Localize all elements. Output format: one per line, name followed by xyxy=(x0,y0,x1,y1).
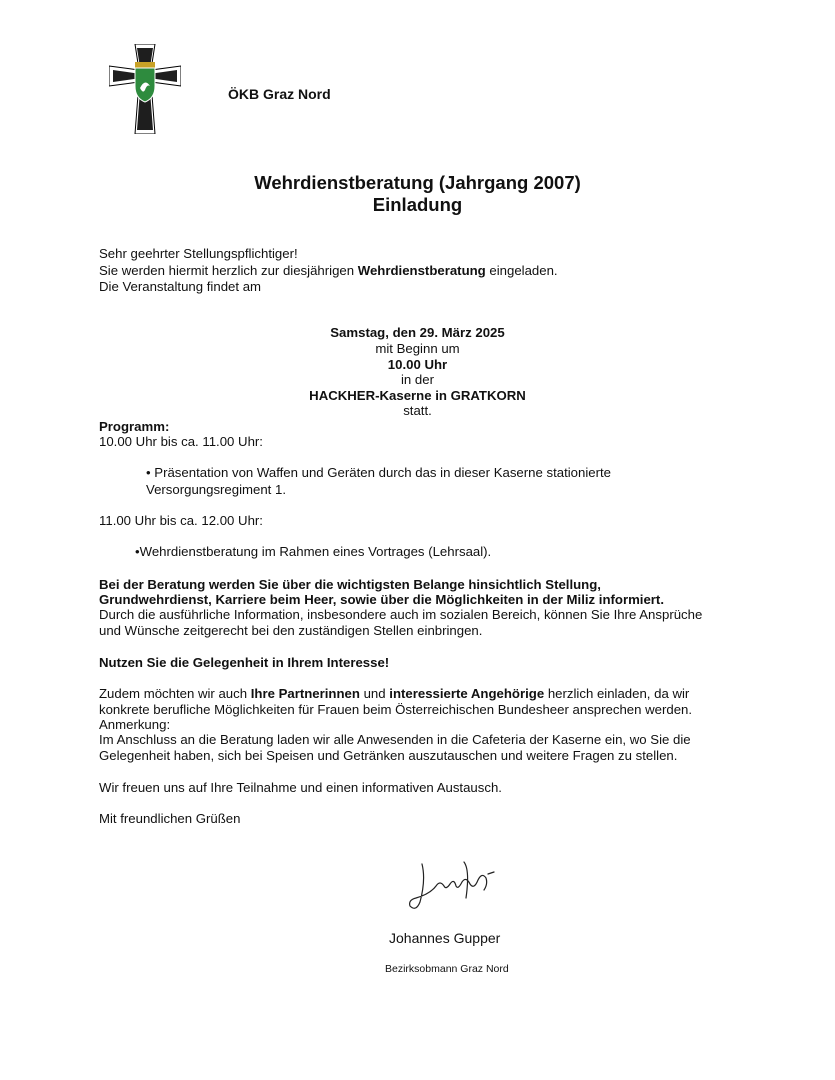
intro-text-end: eingeladen. xyxy=(485,263,558,278)
partners-text: Zudem möchten wir auch xyxy=(99,686,251,701)
info-bold-line-2: Grundwehrdienst, Karriere beim Heer, sowie über die Möglichkeiten in der Miliz informiert. xyxy=(99,592,664,607)
partners-text-end: herzlich einladen, da wir xyxy=(544,686,690,701)
partners-line-1 xyxy=(99,686,689,703)
event-statt: statt. xyxy=(403,403,432,418)
event-time: 10.00 Uhr xyxy=(387,357,448,372)
program-slot1-item: • Präsentation von Waffen und Geräten durch das in dieser Kaserne stationierte xyxy=(146,465,611,480)
closing-thanks: Wir freuen uns auf Ihre Teilnahme und einen informativen Austausch. xyxy=(99,780,502,795)
callout: Nutzen Sie die Gelegenheit in Ihrem Interesse! xyxy=(99,655,390,670)
info-line-4: und Wünsche zeitgerecht bei den zuständigen Stellen einbringen. xyxy=(99,623,483,638)
intro-line xyxy=(99,263,558,280)
intro-bold-text: Wehrdienstberatung xyxy=(357,263,486,278)
partners-line-2: konkrete berufliche Möglichkeiten für Frauen beim Österreichischen Bundesheer ansprechen werden. xyxy=(99,702,693,717)
program-slot1-time: 10.00 Uhr bis ca. 11.00 Uhr: xyxy=(99,434,263,449)
note-label: Anmerkung: xyxy=(99,717,171,732)
event-date: Samstag, den 29. März 2025 xyxy=(330,325,505,340)
program-slot2-time: 11.00 Uhr bis ca. 12.00 Uhr: xyxy=(99,513,263,528)
info-bold-line-1: Bei der Beratung werden Sie über die wichtigsten Belange hinsichtlich Stellung, xyxy=(99,577,601,592)
program-slot1-item-cont: Versorgungsregiment 1. xyxy=(146,482,287,497)
document-subtitle: Einladung xyxy=(372,194,463,215)
organization-name: ÖKB Graz Nord xyxy=(228,86,331,102)
okb-cross-emblem-icon xyxy=(109,44,181,134)
note-line-1: Im Anschluss an die Beratung laden wir alle Anwesenden in die Cafeteria der Kaserne ein, wo Sie die xyxy=(99,732,691,747)
signer-name: Johannes Gupper xyxy=(389,930,501,946)
note-line-2: Gelegenheit haben, sich bei Speisen und Getränken auszutauschen und weitere Fragen zu stellen. xyxy=(99,748,678,763)
document-title: Wehrdienstberatung (Jahrgang 2007) xyxy=(254,172,581,193)
program-heading: Programm: xyxy=(99,419,170,434)
closing-regards: Mit freundlichen Grüßen xyxy=(99,811,241,826)
partners-bold-2: interessierte Angehörige xyxy=(389,686,545,701)
partners-bold-1: Ihre Partnerinnen xyxy=(250,686,360,701)
intro-line-3: Die Veranstaltung findet am xyxy=(99,279,262,294)
intro-text: Sie werden hiermit herzlich zur diesjährigen xyxy=(99,263,358,278)
partners-text-mid: und xyxy=(359,686,390,701)
greeting: Sehr geehrter Stellungspflichtiger! xyxy=(99,246,298,261)
event-location: HACKHER-Kaserne in GRATKORN xyxy=(309,388,526,403)
signer-role: Bezirksobmann Graz Nord xyxy=(385,963,509,975)
program-slot2-item: •Wehrdienstberatung im Rahmen eines Vortrages (Lehrsaal). xyxy=(135,544,492,559)
event-begin-label: mit Beginn um xyxy=(375,341,460,356)
info-line-3: Durch die ausführliche Information, insbesondere auch im sozialen Bereich, können Sie Ihre Ansprüche xyxy=(99,607,703,622)
handwritten-signature xyxy=(400,850,500,922)
event-in-label: in der xyxy=(401,372,434,387)
